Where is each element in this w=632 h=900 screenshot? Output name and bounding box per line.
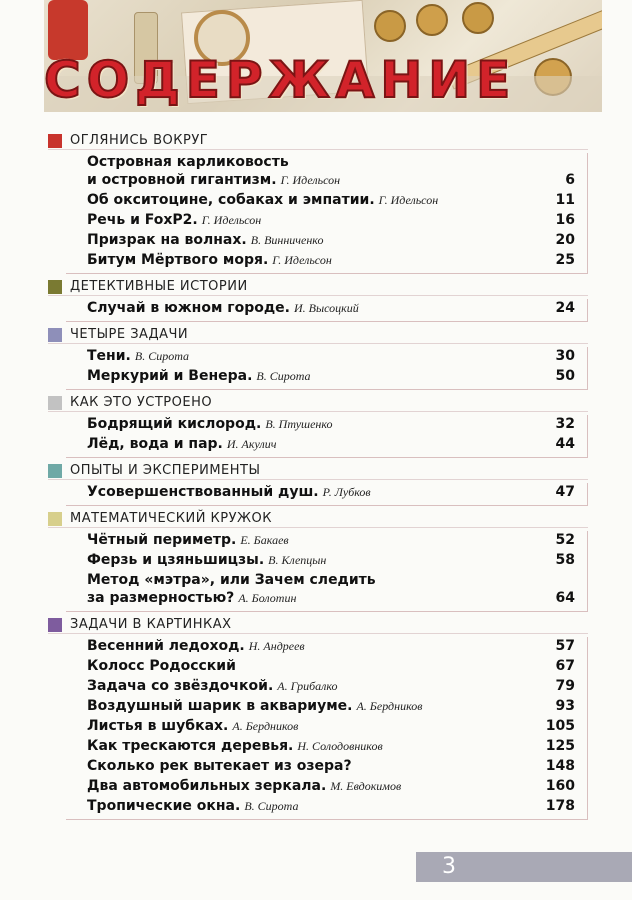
table-of-contents [48,132,588,824]
toc-entry[interactable] [66,697,587,715]
entry-title-line [87,589,535,607]
entry-page-number: 125 [545,738,575,754]
page-title: СОДЕРЖАНИЕ [44,51,517,109]
entry-author: В. Сирота [134,349,190,363]
entry-author: Г. Идельсон [378,193,439,207]
toc-section [48,278,588,322]
entry-title: Усовершенствованный душ. [87,484,319,500]
entry-title-line [87,697,535,715]
entry-title-line [87,171,535,189]
toc-entry[interactable] [66,637,587,655]
entry-title-line [87,531,535,549]
entry-title: Бодрящий кислород. [87,416,262,432]
entry-page-number: 57 [555,638,575,654]
entry-title-line [87,415,535,433]
entry-page-number: 30 [555,348,575,364]
entry-author: А. Бердников [232,719,299,733]
section-title: ЧЕТЫРЕ ЗАДАЧИ [70,326,189,342]
entry-title-line [87,797,535,815]
entry-title: Островная карликовость [87,154,289,170]
entry-title: Метод «мэтра», или Зачем следить [87,572,376,588]
entry-title: Как трескаются деревья. [87,738,294,754]
entry-list [66,637,588,820]
toc-section [48,616,588,820]
entry-page-number: 93 [555,698,575,714]
section-title: ДЕТЕКТИВНЫЕ ИСТОРИИ [70,278,248,294]
entry-page-number: 52 [555,532,575,548]
entry-page-number: 50 [555,368,575,384]
section-color-square [48,512,62,526]
entry-page-number: 178 [545,798,575,814]
entry-page-number: 20 [555,232,575,248]
entry-title-line [87,551,535,569]
entry-title-line [87,435,535,453]
entry-title-line [87,231,535,249]
entry-title: Два автомобильных зеркала. [87,778,327,794]
entry-title-line [87,717,535,735]
entry-title-line [87,777,535,795]
entry-title: Листья в шубках. [87,718,229,734]
toc-entry[interactable] [66,191,587,209]
entry-title-line [87,299,535,317]
toc-entry[interactable] [66,347,587,365]
entry-title-line [87,757,535,775]
entry-title: Чётный периметр. [87,532,237,548]
entry-title-line [87,657,535,675]
toc-entry[interactable] [66,737,587,755]
toc-entry[interactable] [66,299,587,317]
entry-author: Е. Бакаев [240,533,289,547]
entry-page-number: 44 [555,436,575,452]
entry-list [66,483,588,506]
toc-entry[interactable] [66,657,587,675]
entry-page-number: 47 [555,484,575,500]
entry-title: и островной гигантизм. [87,172,277,188]
entry-title-line [87,347,535,365]
entry-page-number: 160 [545,778,575,794]
section-header [48,616,588,634]
entry-title: Случай в южном городе. [87,300,290,316]
toc-entry[interactable] [66,677,587,695]
entry-title-line [87,191,535,209]
section-color-square [48,328,62,342]
entry-list [66,531,588,612]
entry-title: Задача со звёздочкой. [87,678,274,694]
toc-entry[interactable] [66,797,587,815]
section-title: КАК ЭТО УСТРОЕНО [70,394,213,410]
entry-author: М. Евдокимов [330,779,402,793]
entry-author: В. Винниченко [250,233,324,247]
entry-author: А. Болотин [238,591,297,605]
toc-entry[interactable] [66,231,587,249]
entry-title: Колосс Родосский [87,658,236,674]
entry-title-line [87,637,535,655]
toc-entry[interactable] [66,415,587,433]
coin-illustration [374,10,406,42]
toc-entry[interactable] [66,483,587,501]
entry-list [66,153,588,274]
entry-author: В. Птушенко [265,417,333,431]
entry-author: Н. Солодовников [297,739,383,753]
section-color-square [48,134,62,148]
entry-author: В. Сирота [244,799,299,813]
toc-section [48,326,588,390]
entry-title-line [87,483,535,501]
entry-title-line [87,677,535,695]
entry-author: В. Сирота [256,369,311,383]
coin-illustration [416,4,448,36]
section-header [48,462,588,480]
section-header [48,326,588,344]
toc-entry[interactable] [66,571,587,607]
entry-title-line [87,571,535,589]
entry-page-number: 6 [565,172,575,188]
entry-author: А. Грибалко [277,679,338,693]
toc-section [48,510,588,612]
entry-title: Лёд, вода и пар. [87,436,223,452]
entry-author: Н. Андреев [248,639,305,653]
entry-title: Призрак на волнах. [87,232,247,248]
toc-entry[interactable] [66,717,587,735]
section-title: МАТЕМАТИЧЕСКИЙ КРУЖОК [70,510,273,526]
entry-page-number: 148 [545,758,575,774]
entry-author: И. Высоцкий [293,301,359,315]
section-header [48,132,588,150]
entry-page-number: 79 [555,678,575,694]
toc-section [48,394,588,458]
entry-list [66,415,588,458]
toc-section [48,132,588,274]
toc-entry[interactable] [66,551,587,569]
toc-entry[interactable] [66,251,587,269]
entry-title-line [87,251,535,269]
entry-page-number: 16 [555,212,575,228]
toc-entry[interactable] [66,777,587,795]
section-color-square [48,618,62,632]
entry-title: Тени. [87,348,131,364]
toc-entry[interactable] [66,531,587,549]
entry-title: Тропические окна. [87,798,241,814]
entry-list [66,347,588,390]
entry-title-line [87,367,535,385]
entry-author: Р. Лубков [322,485,371,499]
entry-title: Битум Мёртвого моря. [87,252,269,268]
toc-entry[interactable] [66,757,587,775]
entry-author: Г. Идельсон [272,253,332,267]
entry-title: Меркурий и Венера. [87,368,253,384]
section-title: ОПЫТЫ И ЭКСПЕРИМЕНТЫ [70,462,261,478]
coin-illustration [462,2,494,34]
page-number: 3 [416,852,632,882]
toc-entry[interactable] [66,435,587,453]
entry-title: Об окситоцине, собаках и эмпатии. [87,192,375,208]
section-color-square [48,396,62,410]
entry-author: И. Акулич [226,437,277,451]
entry-author: Г. Идельсон [280,173,341,187]
entry-title: Весенний ледоход. [87,638,245,654]
entry-page-number: 32 [555,416,575,432]
entry-page-number: 105 [545,718,575,734]
toc-entry[interactable] [66,153,587,189]
entry-page-number: 67 [555,658,575,674]
entry-title: за размерностью? [87,590,235,606]
section-header [48,278,588,296]
entry-page-number: 58 [555,552,575,568]
entry-title: Ферзь и цзяньшицзы. [87,552,265,568]
entry-title: Речь и FoxP2. [87,212,198,228]
entry-author: Г. Идельсон [201,213,262,227]
entry-page-number: 11 [555,192,575,208]
entry-list [66,299,588,322]
toc-section [48,462,588,506]
section-color-square [48,464,62,478]
entry-author: А. Бердников [356,699,423,713]
entry-author: В. Клепцын [268,553,327,567]
entry-title: Сколько рек вытекает из озера? [87,758,352,774]
entry-title-line [87,737,535,755]
section-color-square [48,280,62,294]
toc-entry[interactable] [66,367,587,385]
entry-title: Воздушный шарик в аквариуме. [87,698,353,714]
entry-page-number: 24 [555,300,575,316]
entry-page-number: 25 [555,252,575,268]
entry-title-line [87,153,535,171]
entry-page-number: 64 [555,590,575,606]
toc-entry[interactable] [66,211,587,229]
entry-title-line [87,211,535,229]
section-header [48,510,588,528]
section-header [48,394,588,412]
section-title: ЗАДАЧИ В КАРТИНКАХ [70,616,232,632]
section-title: ОГЛЯНИСЬ ВОКРУГ [70,132,209,148]
